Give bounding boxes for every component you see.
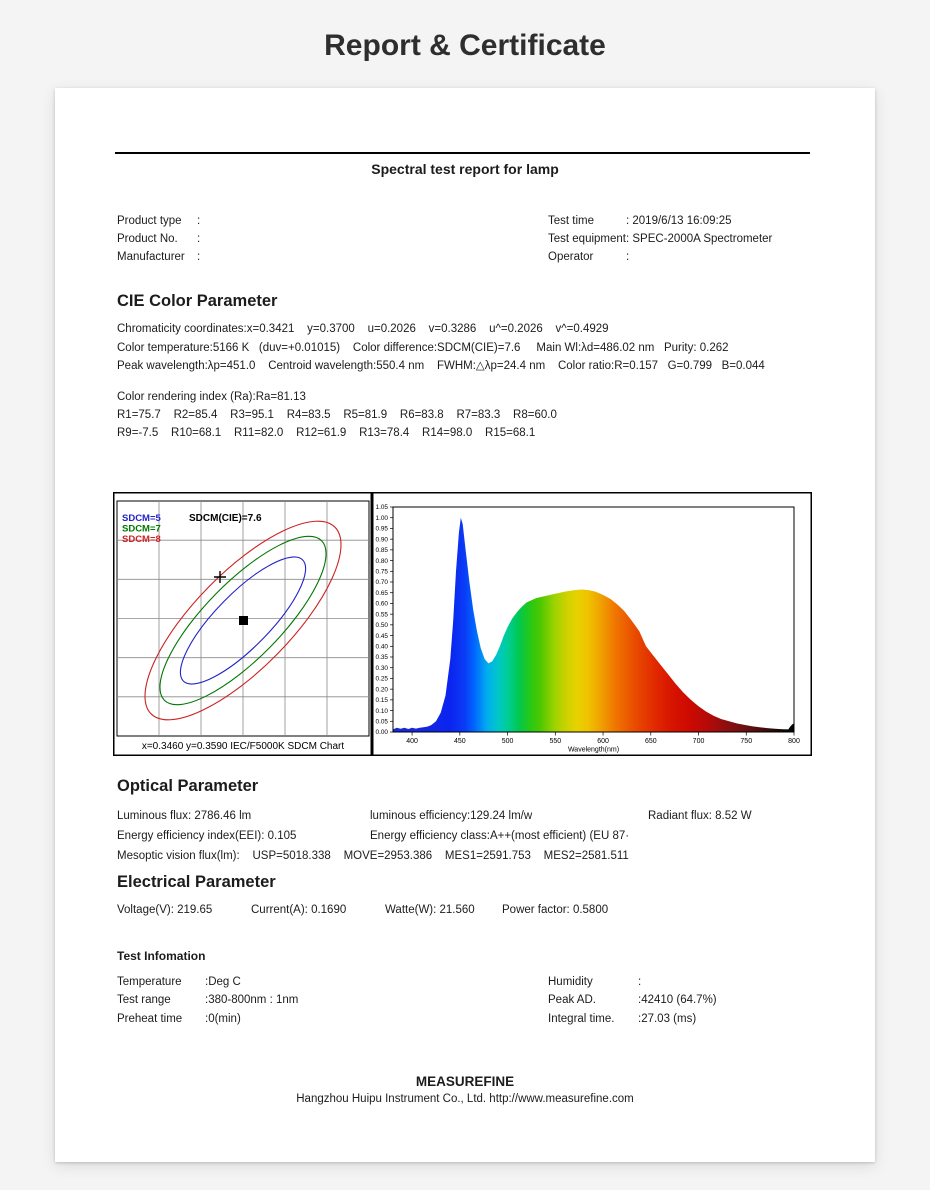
svg-text:0.50: 0.50 bbox=[375, 621, 388, 629]
info-row bbox=[117, 973, 548, 992]
report-footer bbox=[55, 1074, 875, 1105]
svg-text:SDCM=8: SDCM=8 bbox=[122, 533, 161, 545]
report-title: Spectral test report for lamp bbox=[371, 161, 559, 177]
cri-summary: Color rendering index (Ra):Ra=81.13 bbox=[117, 390, 306, 403]
sdcm-chart bbox=[113, 492, 372, 756]
charts-row bbox=[113, 492, 875, 756]
svg-text:400: 400 bbox=[406, 737, 418, 745]
test-info-column bbox=[548, 212, 875, 266]
optical-row: Mesoptic vision flux(lm): USP=5018.338 MOVE=2953.386 MES1=2591.753 MES2=2581.511 bbox=[117, 849, 629, 862]
svg-text:450: 450 bbox=[453, 737, 466, 745]
svg-text:x=0.3460 y=0.3590 IEC/F500: x=0.3460 y=0.3590 IEC/F5000K SDCM Chart bbox=[141, 740, 345, 752]
test-info-left bbox=[117, 973, 548, 1029]
info-row bbox=[548, 991, 875, 1010]
svg-text:0.20: 0.20 bbox=[375, 685, 388, 693]
info-label: Peak AD. bbox=[548, 994, 596, 1006]
info-label: Preheat time bbox=[117, 1012, 183, 1025]
info-row bbox=[117, 248, 548, 266]
info-label: Manufacturer bbox=[117, 251, 185, 263]
cie-line: Color temperature:5166 K (duv=+0.01015) Color difference:SDCM(CIE)=7.6 Main Wl:λd=486.02 nm Purity: 0.262 bbox=[117, 341, 729, 354]
electrical-value: Watte(W): 21.560 bbox=[385, 903, 475, 916]
color-rendering-index bbox=[117, 388, 875, 442]
svg-text:0.40: 0.40 bbox=[375, 642, 388, 650]
info-value: : bbox=[626, 251, 630, 263]
header-rule bbox=[115, 152, 810, 154]
report-card bbox=[55, 88, 875, 1162]
test-information bbox=[117, 973, 875, 1029]
svg-text:550: 550 bbox=[549, 737, 562, 745]
info-value: :0(min) bbox=[205, 1012, 241, 1025]
svg-text:800: 800 bbox=[788, 737, 800, 745]
info-label: Product type bbox=[117, 215, 182, 227]
svg-text:0.15: 0.15 bbox=[375, 696, 388, 704]
info-label: Test time bbox=[548, 215, 595, 227]
info-value: :Deg C bbox=[205, 975, 241, 988]
svg-text:0.75: 0.75 bbox=[375, 567, 388, 575]
electrical-value: Current(A): 0.1690 bbox=[251, 903, 347, 916]
svg-text:0.05: 0.05 bbox=[375, 717, 388, 725]
info-value: : bbox=[197, 251, 201, 263]
spectrum-chart bbox=[372, 492, 812, 756]
info-label: Test equipment bbox=[548, 233, 626, 245]
info-label: Temperature bbox=[117, 975, 182, 988]
optical-row bbox=[117, 826, 875, 846]
section-heading-electrical: Electrical Parameter bbox=[117, 872, 276, 891]
info-label: Operator bbox=[548, 251, 594, 263]
electrical-parameters bbox=[117, 903, 875, 918]
svg-text:0.85: 0.85 bbox=[375, 546, 388, 554]
info-value: :42410 (64.7%) bbox=[638, 994, 717, 1006]
info-row bbox=[548, 1010, 875, 1029]
svg-text:0.00: 0.00 bbox=[375, 728, 388, 736]
info-label: Integral time. bbox=[548, 1012, 615, 1025]
info-value: :27.03 (ms) bbox=[638, 1012, 697, 1025]
info-label: Product No. bbox=[117, 233, 178, 245]
svg-text:1.05: 1.05 bbox=[375, 503, 388, 511]
svg-text:0.10: 0.10 bbox=[375, 707, 388, 715]
cie-line: Peak wavelength:λp=451.0 Centroid wavelength:550.4 nm FWHM:△λp=24.4 nm Color ratio:R=0.157 G=0.799 B=0.044 bbox=[117, 360, 765, 372]
page-title: Report & Certificate bbox=[324, 29, 606, 62]
info-value: : 2019/6/13 16:09:25 bbox=[626, 215, 732, 227]
svg-text:0.70: 0.70 bbox=[375, 578, 388, 586]
svg-text:750: 750 bbox=[740, 737, 753, 745]
svg-text:SDCM=7: SDCM=7 bbox=[122, 523, 161, 534]
section-heading-cie: CIE Color Parameter bbox=[117, 292, 278, 310]
svg-text:0.60: 0.60 bbox=[375, 600, 388, 608]
electrical-value: Power factor: 0.5800 bbox=[502, 903, 609, 916]
info-row bbox=[117, 230, 548, 248]
cie-line: Chromaticity coordinates:x=0.3421 y=0.3700 u=0.2026 v=0.3286 u^=0.2026 v^=0.4929 bbox=[117, 323, 609, 335]
svg-text:Wavelength(nm): Wavelength(nm) bbox=[567, 746, 620, 753]
svg-text:1.00: 1.00 bbox=[375, 514, 388, 522]
svg-text:0.55: 0.55 bbox=[375, 610, 388, 618]
svg-text:650: 650 bbox=[644, 737, 657, 745]
svg-text:SDCM=5: SDCM=5 bbox=[122, 512, 161, 524]
info-row bbox=[548, 212, 875, 230]
info-label: Humidity bbox=[548, 975, 593, 988]
optical-value: Energy efficiency index(EEI): 0.105 bbox=[117, 829, 297, 842]
optical-value: Radiant flux: 8.52 W bbox=[648, 809, 752, 822]
electrical-value: Voltage(V): 219.65 bbox=[117, 903, 213, 916]
info-row bbox=[548, 230, 875, 248]
info-value: : SPEC-2000A Spectrometer bbox=[626, 233, 773, 245]
svg-text:0.95: 0.95 bbox=[375, 525, 388, 533]
svg-text:0.65: 0.65 bbox=[375, 589, 388, 597]
section-heading-test-info: Test Infomation bbox=[117, 948, 206, 963]
svg-text:SDCM(CIE)=7.6: SDCM(CIE)=7.6 bbox=[189, 512, 262, 524]
info-row bbox=[117, 991, 548, 1010]
info-value: : bbox=[638, 975, 642, 988]
info-row bbox=[117, 212, 548, 230]
svg-text:500: 500 bbox=[501, 737, 514, 745]
info-value: :380-800nm : 1nm bbox=[205, 994, 299, 1006]
section-heading-optical: Optical Parameter bbox=[117, 776, 259, 795]
svg-text:0.35: 0.35 bbox=[375, 653, 388, 661]
info-value: : bbox=[197, 233, 201, 245]
optical-parameters bbox=[117, 806, 875, 866]
optical-value: Energy efficiency class:A++(most efficient) (EU 87· bbox=[370, 829, 630, 842]
svg-text:0.45: 0.45 bbox=[375, 632, 388, 640]
svg-text:0.30: 0.30 bbox=[375, 664, 388, 672]
info-row bbox=[548, 973, 875, 992]
optical-value: Luminous flux: 2786.46 lm bbox=[117, 809, 252, 822]
optical-row bbox=[117, 806, 875, 826]
info-label: Test range bbox=[117, 994, 171, 1006]
svg-text:0.80: 0.80 bbox=[375, 557, 388, 565]
svg-text:0.25: 0.25 bbox=[375, 675, 388, 683]
info-value: : bbox=[197, 215, 201, 227]
cri-values-row: R1=75.7 R2=85.4 R3=95.1 R4=83.5 R5=81.9 R6=83.8 R7=83.3 R8=60.0 bbox=[117, 408, 557, 421]
info-row bbox=[548, 248, 875, 266]
svg-text:0.90: 0.90 bbox=[375, 535, 388, 543]
info-row bbox=[117, 1010, 548, 1029]
cie-parameters bbox=[117, 320, 875, 376]
cri-values-row: R9=-7.5 R10=68.1 R11=82.0 R12=61.9 R13=78.4 R14=98.0 R15=68.1 bbox=[117, 426, 536, 439]
footer-company: Hangzhou Huipu Instrument Co., Ltd. http://www.measurefine.com bbox=[296, 1093, 634, 1105]
svg-text:700: 700 bbox=[692, 737, 705, 745]
svg-text:600: 600 bbox=[597, 737, 609, 745]
test-info-right bbox=[548, 973, 875, 1029]
optical-value: luminous efficiency:129.24 lm/w bbox=[370, 809, 533, 822]
product-info-column bbox=[117, 212, 548, 266]
footer-brand: MEASUREFINE bbox=[415, 1074, 515, 1089]
product-test-info bbox=[117, 212, 875, 266]
